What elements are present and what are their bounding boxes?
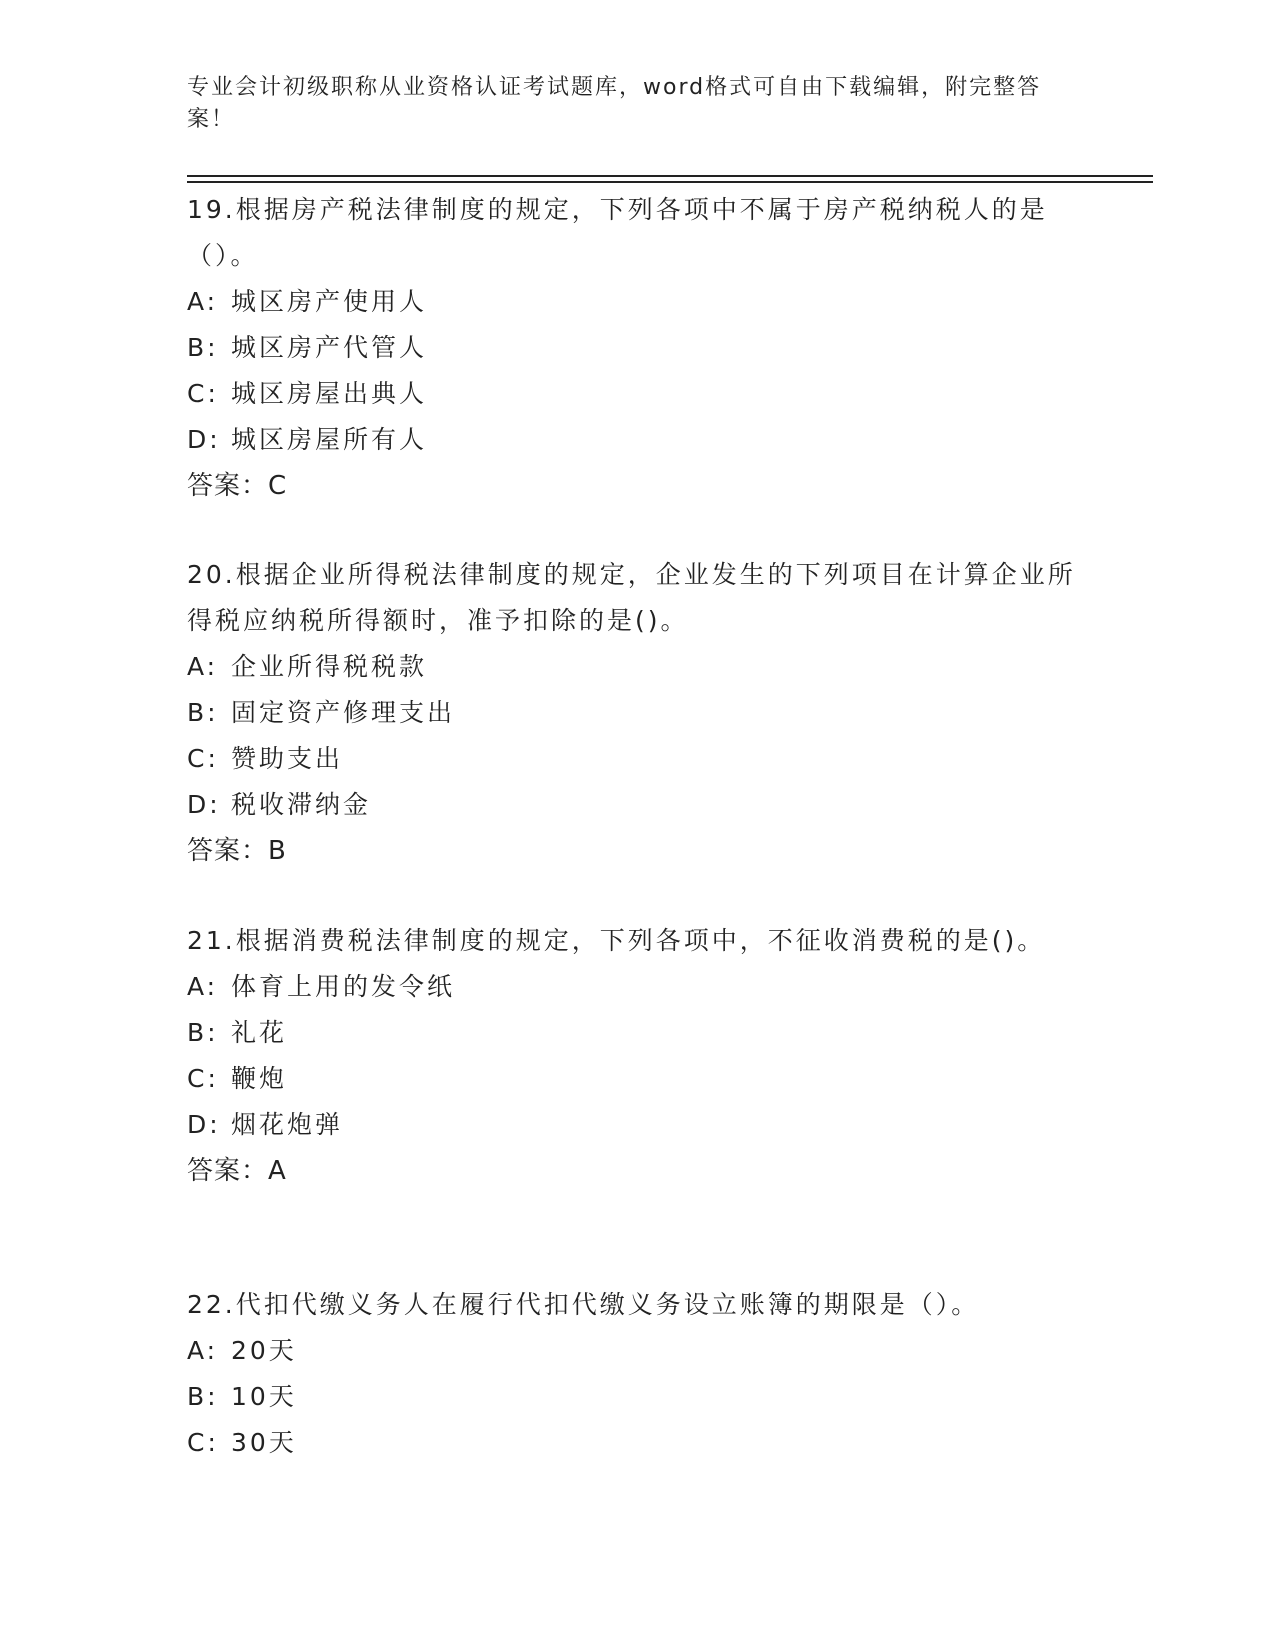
option-text: 城区房屋所有人	[231, 425, 428, 454]
question-text: 20.根据企业所得税法律制度的规定，企业发生的下列项目在计算企业所得税应纳税所得额时，准予扣除的是()。	[187, 560, 1076, 635]
option-text: 礼花	[231, 1018, 288, 1047]
option-text: 固定资产修理支出	[231, 698, 456, 727]
option-text: 30天	[231, 1428, 297, 1457]
option-text: 城区房产代管人	[231, 333, 428, 362]
header-rule-top	[187, 175, 1153, 177]
option-key: C:	[187, 1064, 219, 1093]
option-key: A:	[187, 652, 219, 681]
option-c	[187, 371, 1087, 417]
option-text: 10天	[231, 1382, 297, 1411]
question-text: 22.代扣代缴义务人在履行代扣代缴义务设立账簿的期限是（）。	[187, 1290, 980, 1319]
option-d	[187, 782, 1087, 828]
question-22	[187, 1282, 1087, 1466]
answer-line: 答案：A	[187, 1156, 287, 1186]
option-text: 城区房屋出典人	[231, 379, 428, 408]
option-key: D:	[187, 425, 221, 454]
option-key: B:	[187, 698, 219, 727]
header-rule-bottom	[187, 181, 1153, 183]
option-text: 体育上用的发令纸	[231, 972, 456, 1001]
option-c	[187, 1056, 1087, 1102]
option-b	[187, 690, 1087, 736]
option-a	[187, 279, 1087, 325]
question-19	[187, 187, 1087, 509]
option-key: A:	[187, 287, 219, 316]
option-a	[187, 964, 1087, 1010]
option-key: D:	[187, 1110, 221, 1139]
option-text: 企业所得税税款	[231, 652, 428, 681]
option-key: D:	[187, 790, 221, 819]
option-key: A:	[187, 972, 219, 1001]
option-b	[187, 1374, 1087, 1420]
option-text: 赞助支出	[231, 744, 344, 773]
option-d	[187, 1102, 1087, 1148]
question-text: 19.根据房产税法律制度的规定，下列各项中不属于房产税纳税人的是（）。	[187, 195, 1048, 270]
option-key: B:	[187, 333, 219, 362]
question-21	[187, 918, 1087, 1194]
option-c	[187, 1420, 1087, 1466]
document-header: 专业会计初级职称从业资格认证考试题库，word格式可自由下载编辑，附完整答案！	[187, 75, 1042, 132]
question-20	[187, 552, 1087, 874]
option-text: 税收滞纳金	[231, 790, 372, 819]
question-text: 21.根据消费税法律制度的规定，下列各项中，不征收消费税的是()。	[187, 926, 1046, 955]
option-key: B:	[187, 1382, 219, 1411]
option-text: 鞭炮	[231, 1064, 288, 1093]
option-text: 城区房产使用人	[231, 287, 428, 316]
option-key: C:	[187, 744, 219, 773]
option-a	[187, 644, 1087, 690]
option-d	[187, 417, 1087, 463]
option-b	[187, 1010, 1087, 1056]
option-key: A:	[187, 1336, 219, 1365]
option-c	[187, 736, 1087, 782]
option-b	[187, 325, 1087, 371]
option-a	[187, 1328, 1087, 1374]
option-text: 20天	[231, 1336, 297, 1365]
option-text: 烟花炮弹	[231, 1110, 344, 1139]
option-key: C:	[187, 379, 219, 408]
answer-line: 答案：B	[187, 836, 287, 866]
option-key: B:	[187, 1018, 219, 1047]
option-key: C:	[187, 1428, 219, 1457]
answer-line: 答案：C	[187, 471, 288, 501]
